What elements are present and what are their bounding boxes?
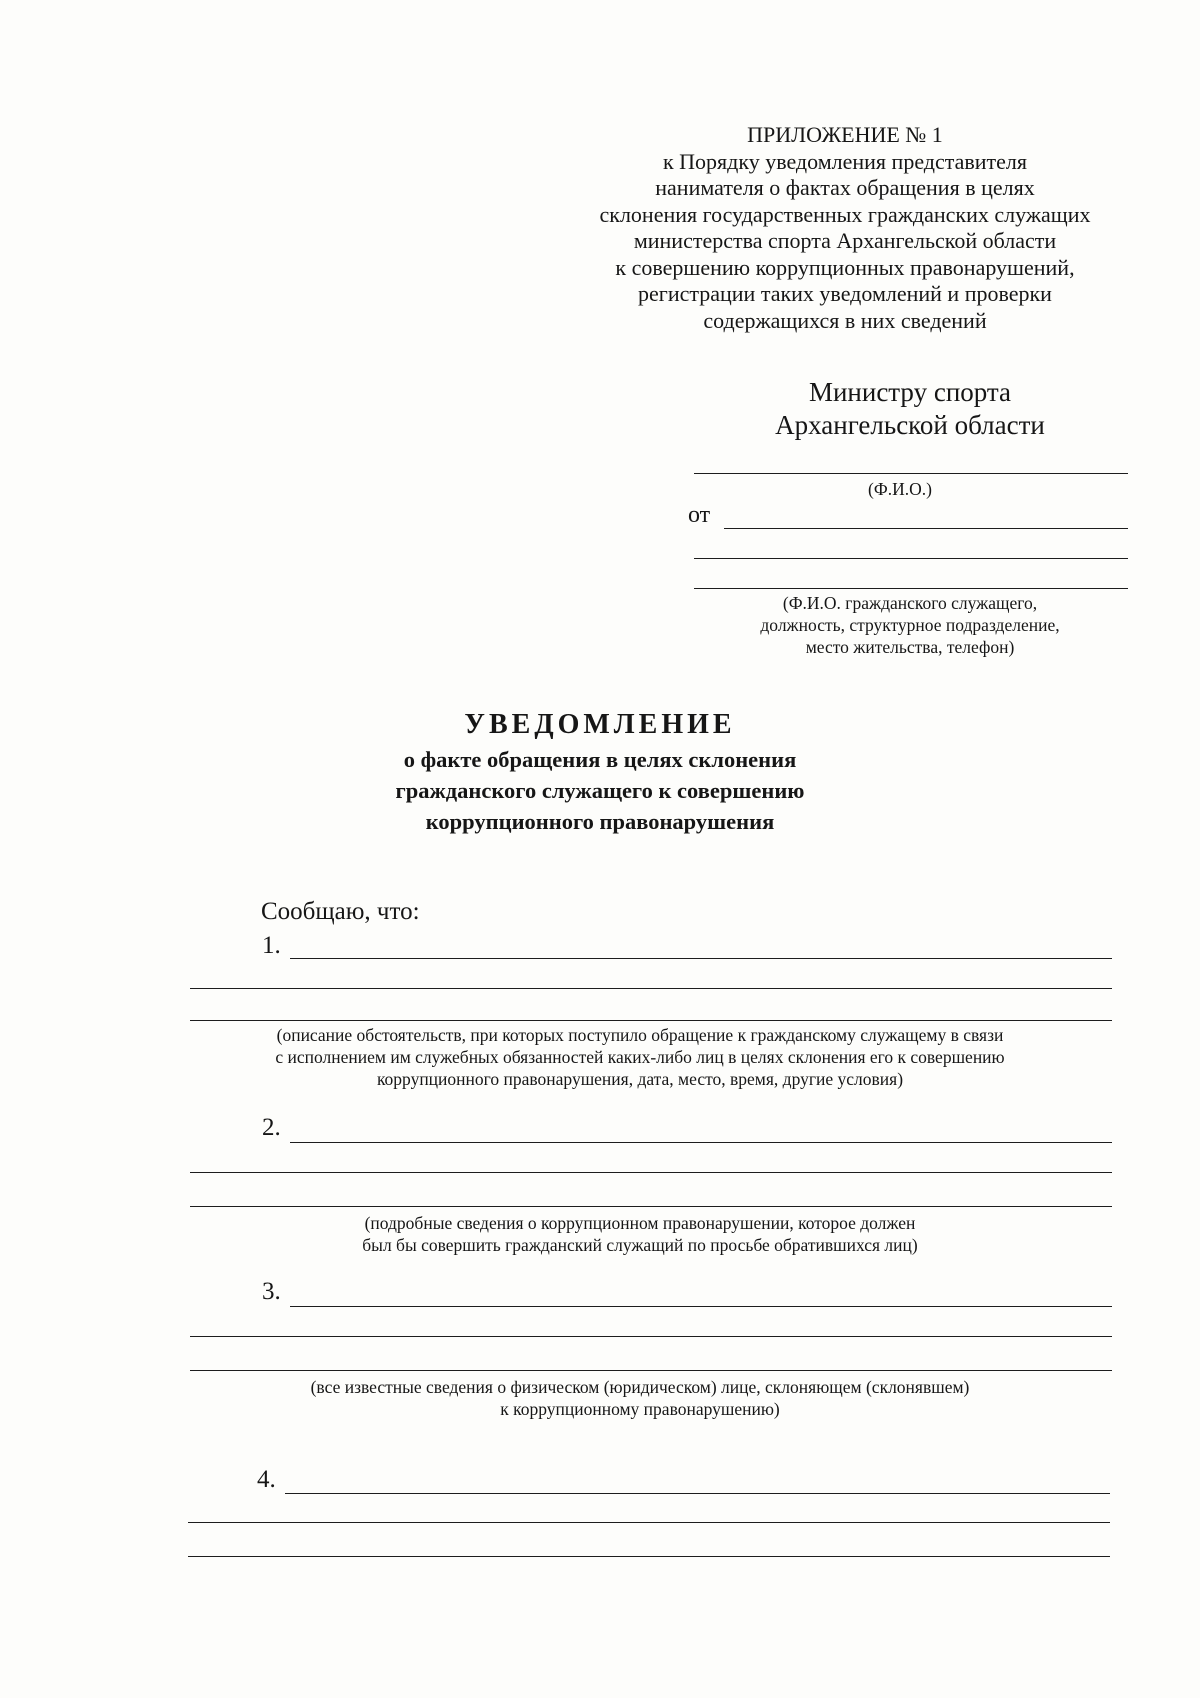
annex-line: склонения государственных гражданских служащих — [599, 201, 1091, 227]
item-caption-line: (все известные сведения о физическом (юридическом) лице, склоняющем (склонявшем) — [310, 1377, 970, 1397]
annex-line: к Порядку уведомления представителя — [662, 148, 1028, 174]
notice-title: УВЕДОМЛЕНИЕ — [464, 709, 736, 740]
item-4-field-3[interactable] — [188, 1556, 1110, 1557]
item-2-field-1[interactable] — [290, 1142, 1112, 1143]
annex-line: регистрации таких уведомлений и проверки — [638, 281, 1052, 306]
notice-subtitle-line: о факте обращения в целях склонения — [403, 747, 797, 772]
sender-caption-line: место жительства, телефон) — [805, 637, 1015, 657]
sender-field-2[interactable] — [694, 558, 1128, 559]
from-label: от — [688, 502, 711, 528]
item-4-field-2[interactable] — [188, 1522, 1110, 1523]
item-1-field-2[interactable] — [190, 988, 1112, 989]
notice-title-block — [300, 706, 900, 837]
item-1-field-3[interactable] — [190, 1020, 1112, 1021]
item-number: 3. — [262, 1278, 281, 1305]
annex-line: нанимателя о фактах обращения в целях — [655, 175, 1035, 200]
annex-line: содержащихся в них сведений — [703, 307, 987, 333]
item-3-field-1[interactable] — [290, 1306, 1112, 1307]
annex-line: к совершению коррупционных правонарушений, — [615, 254, 1075, 280]
item-caption-line: (описание обстоятельств, при которых поступило обращение к гражданскому служащему в связи — [276, 1025, 1004, 1045]
notice-subtitle-line: гражданского служащего к совершению — [395, 778, 805, 803]
item-caption-line: коррупционного правонарушения, дата, место, время, другие условия) — [376, 1069, 904, 1089]
item-3-field-3[interactable] — [190, 1370, 1112, 1371]
item-number: 2. — [262, 1114, 281, 1141]
sender-caption — [700, 592, 1120, 658]
sender-caption-line: (Ф.И.О. гражданского служащего, — [782, 593, 1038, 613]
item-3-field-2[interactable] — [190, 1336, 1112, 1337]
notice-subtitle-line: коррупционного правонарушения — [425, 809, 775, 834]
item-caption-line: был бы совершить гражданский служащий по просьбе обратившихся лиц) — [362, 1235, 918, 1255]
annex-title: ПРИЛОЖЕНИЕ № 1 — [747, 122, 943, 147]
item-caption-line: к коррупционному правонарушению) — [500, 1399, 780, 1419]
sender-field-1[interactable] — [724, 528, 1128, 529]
item-2-field-2[interactable] — [190, 1172, 1112, 1173]
fio-caption: (Ф.И.О.) — [868, 479, 932, 499]
item-caption-line: (подробные сведения о коррупционном правонарушении, которое должен — [364, 1213, 916, 1233]
minister-fio-field[interactable] — [694, 473, 1128, 474]
annex-header — [575, 122, 1115, 334]
item-4-field-1[interactable] — [285, 1493, 1110, 1494]
item-3-caption — [180, 1376, 1100, 1420]
addressee — [740, 376, 1080, 442]
addressee-line: Архангельской области — [775, 410, 1045, 440]
intro-text: Сообщаю, что: — [261, 898, 420, 925]
item-2-field-3[interactable] — [190, 1206, 1112, 1207]
item-2-caption — [180, 1212, 1100, 1256]
item-1-field-1[interactable] — [290, 958, 1112, 959]
sender-field-3[interactable] — [694, 588, 1128, 589]
item-1-caption — [180, 1024, 1100, 1090]
item-number: 1. — [262, 932, 281, 959]
addressee-line: Министру спорта — [808, 377, 1012, 407]
item-caption-line: с исполнением им служебных обязанностей каких-либо лиц в целях склонения его к совершению — [275, 1047, 1005, 1067]
annex-line: министерства спорта Архангельской области — [633, 228, 1057, 253]
item-number: 4. — [257, 1466, 276, 1493]
sender-caption-line: должность, структурное подразделение, — [760, 615, 1060, 635]
